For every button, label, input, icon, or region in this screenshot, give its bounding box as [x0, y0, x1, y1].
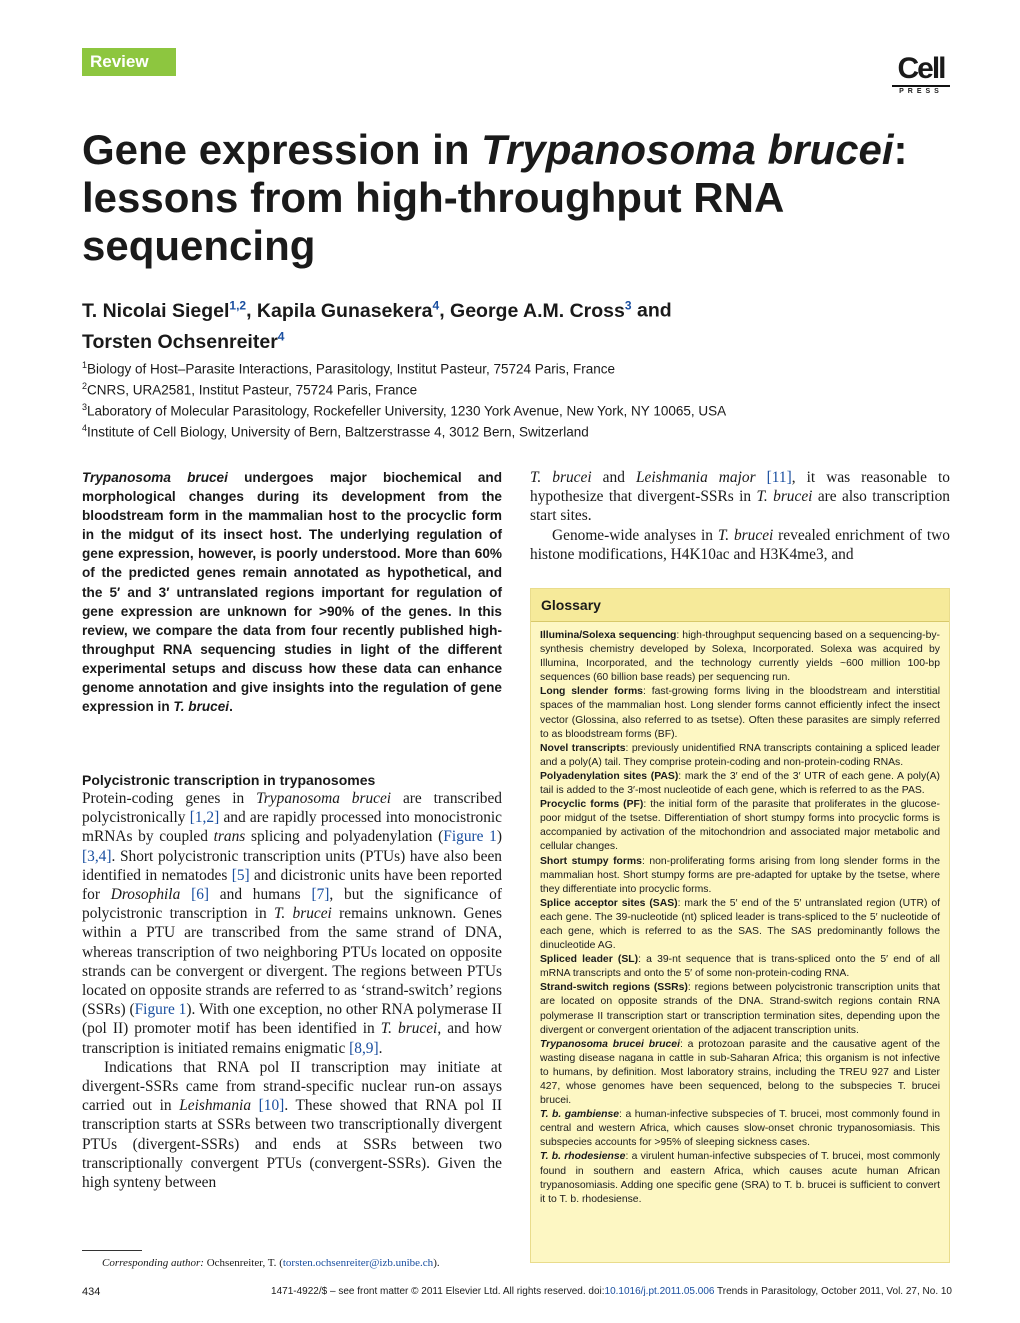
affiliation: $^1$Biology of Host–Parasite Interactions, Parasitology, Institut Pasteur, 75724 Paris, France: [82, 360, 616, 377]
affiliation: $^3$Laboratory of Molecular Parasitology, Rockefeller University, 1230 York Avenue, New York, NY 10065, USA: [82, 402, 727, 419]
glossary-entry: Trypanosoma brucei brucei: a protozoan parasite and the causative agent of the wasting disease nagana in cattle in sub-Saharan Africa; this organism is not infective to humans, by definition. Most laboratory strains, including the TREU 927 and Lister 427, whose genomes have been sequenced, belong to the subspecies T. brucei brucei.: [540, 1038, 940, 1107]
footer-info: 1471-4922/$ – see front matter © 2011 Elsevier Ltd. All rights reserved. doi:10.1016/j.pt.2011.05.006 Trends in Parasitology, October 2011, Vol. 27, No. 10: [271, 1286, 952, 1297]
author[interactable]: Kapila Gunasekera$^4$: [256, 298, 440, 322]
glossary-entry: Illumina/Solexa sequencing: high-throughput sequencing based on a sequencing-by-synthesis chemistry developed by Solexa, Incorporated. Solexa was acquired by Illumina, Incorporated, and the technology currently yields ~600 million 100-bp sequences (60 billion base reads) per sequencing run.: [540, 630, 940, 684]
page-number: 434: [82, 1286, 101, 1298]
glossary-entry: Spliced leader (SL): a 39-nt sequence that is trans-spliced onto the 5′ end of all mRNA transcripts and onto the 5′ of some non-protein-coding RNA.: [540, 954, 940, 980]
affiliation: $^4$Institute of Cell Biology, University of Bern, Baltzerstrasse 4, 3012 Bern, Switzerland: [82, 423, 589, 440]
reference-link[interactable]: [10]: [258, 1097, 285, 1115]
glossary-entry: Polyadenylation sites (PAS): mark the 3′ end of the 3′ UTR of each gene. A poly(A) tail is added to the 3′-most nucleotide of each gene, which is referred to as the PAS.: [540, 770, 940, 797]
affiliation-list: [82, 357, 962, 441]
reference-link[interactable]: [7]: [311, 886, 330, 904]
glossary-entry: Short stumpy forms: non-proliferating forms arising from long slender forms in the mammalian host. Short stumpy forms are pre-adapted for uptake by the tsetse, where they differentiate into procyclic forms.: [540, 855, 940, 895]
footnote-divider: [82, 1250, 142, 1251]
reference-link[interactable]: [1,2]: [189, 809, 220, 827]
section-heading: Polycistronic transcription in trypanosomes: [82, 772, 376, 788]
body-column-left: [82, 789, 502, 1192]
glossary-entry: Strand-switch regions (SSRs): regions between polycistronic transcription units that are located on opposite strands of the DNA. Strand-switch regions contain RNA polymerase II transcription start or transcription termination sites, depending upon the divergent or convergent orientation of the adjacent transcription units.: [540, 982, 940, 1036]
glossary-box: [530, 588, 950, 1263]
glossary-entry: Procyclic forms (PF): the initial form of the parasite that proliferates in the glucose-poor midgut of the tsetse. Differentiation of short stumpy forms into procyclic forms is accompanied by activation of the mitochondrion and associated major metabolic and cellular changes.: [540, 799, 940, 853]
figure-link[interactable]: Figure 1: [134, 1001, 187, 1019]
corresponding-author-note: Corresponding author: Ochsenreiter, T. (torsten.ochsenreiter@izb.unibe.ch).: [102, 1257, 440, 1269]
figure-link[interactable]: Figure 1: [443, 828, 497, 846]
email-link[interactable]: torsten.ochsenreiter@izb.unibe.ch: [282, 1257, 434, 1269]
reference-link[interactable]: [6]: [191, 886, 210, 904]
cell-press-logo: [892, 54, 950, 96]
section-tag: Review: [82, 48, 176, 76]
glossary-entry: T. b. rhodesiense: a virulent human-infective subspecies of T. brucei, most commonly found in southern and eastern Africa, which causes acute human African trypanosomiasis. Adding one specific gene (SRA) to T. b. brucei is sufficient to convert it to T. b. rhodesiense.: [540, 1151, 940, 1205]
body-column-right: [530, 468, 950, 564]
author[interactable]: T. Nicolai Siegel$^{1,2}$: [82, 298, 247, 322]
glossary-entry: Splice acceptor sites (SAS): mark the 5′ end of the 5′ untranslated region (UTR) of each gene. The 39-nucleotide (nt) spliced leader is trans-spliced to the 5′ nucleotide of each gene, which is referred to as the SAS. The SAS predominantly follows the dinucleotide AG.: [540, 897, 940, 952]
glossary-title: Glossary: [531, 589, 949, 622]
logo-sub: PRESS: [892, 85, 950, 96]
glossary-entry: Novel transcripts: previously unidentified RNA transcripts containing a spliced leader and a poly(A) tail. They comprise protein-coding and non-protein-coding RNAs.: [540, 742, 941, 768]
abstract: Trypanosoma brucei undergoes major biochemical and morphological changes during its development from the bloodstream form in the mammalian host to the procyclic form in the midgut of its insect host. The underlying regulation of gene expression, however, is poorly understood. More than 60% of the predicted genes remain annotated as hypothetical, and the 5′ and 3′ untranslated regions important for regulation of gene expression are unknown for >90% of the genes. In this review, we compare the data from four recently published high-throughput RNA sequencing studies in light of the different experimental setups and discuss how these data can enhance genome annotation and give insights into the regulation of gene expression in T. brucei.: [82, 470, 502, 715]
logo-main: Cell: [897, 52, 945, 85]
reference-link[interactable]: [3,4]: [82, 847, 112, 865]
glossary-list: [531, 622, 949, 1207]
author-list: T. Nicolai Siegel$^{1,2}$, Kapila Gunasekera$^4$, George A.M. Cross$^3$ and Torsten Ochsenreiter$^4$: [82, 298, 672, 353]
author[interactable]: George A.M. Cross$^3$: [450, 298, 632, 322]
reference-link[interactable]: [11]: [766, 469, 792, 486]
doi-link[interactable]: 10.1016/j.pt.2011.05.006: [604, 1286, 715, 1297]
reference-link[interactable]: [5]: [231, 866, 250, 884]
glossary-entry: T. b. gambiense: a human-infective subspecies of T. brucei, most commonly found in central and western Africa, which causes slow-onset chronic trypanosomiasis. This subspecies accounts for >95% of sleeping sickness cases.: [540, 1109, 940, 1149]
body-paragraph: Indications that RNA pol II transcription may initiate at divergent-SSRs came from strand-specific nuclear run-on assays carried out in Leishmania [10]. These showed that RNA pol II transcription starts at SSRs between two transcriptionally divergent PTUs (divergent-SSRs) and ends at SSRs between two transcriptionally convergent PTUs (convergent-SSRs). Given the high synteny between: [82, 1058, 502, 1192]
page-footer: [82, 1284, 952, 1300]
article-title: Gene expression in Trypanosoma brucei: lessons from high-throughput RNA sequencing: [82, 126, 908, 269]
author[interactable]: Torsten Ochsenreiter$^4$: [82, 329, 285, 353]
reference-link[interactable]: [8,9]: [349, 1039, 379, 1057]
body-paragraph: T. brucei and Leishmania major [11], it was reasonable to hypothesize that divergent-SSRs in T. brucei are also transcription start sites.: [530, 469, 950, 525]
body-paragraph: Protein-coding genes in Trypanosoma brucei are transcribed polycistronically [1,2] and are rapidly processed into monocistronic mRNAs by coupled trans splicing and polyadenylation (Figure 1) [3,4]. Short polycistronic transcription units (PTUs) have also been identified in nematodes [5] and dicistronic units have been reported for Drosophila [6] and humans [7], but the significance of polycistronic transcription in T. brucei remains unknown. Genes within a PTU are transcribed from the same strand of DNA, whereas transcription of two neighboring PTUs located on opposite strands can be convergent or divergent. The regions between PTUs located on opposite strands are referred to as ‘strand-switch’ regions (SSRs) (Figure 1). With one exception, no other RNA polymerase II (pol II) promoter motif has been identified in T. brucei, and how transcription is initiated remains enigmatic [8,9].: [82, 790, 503, 1057]
glossary-entry: Long slender forms: fast-growing forms living in the bloodstream and interstitial spaces of the mammalian host. Long slender forms cannot efficiently infect the insect vector (Glossina, also referred to as tsetse). Often these parasites are simply referred to as bloodstream forms (BF).: [540, 686, 940, 740]
affiliation: $^2$CNRS, URA2581, Institut Pasteur, 75724 Paris, France: [82, 381, 418, 398]
body-paragraph: Genome-wide analyses in T. brucei revealed enrichment of two histone modifications, H4K10ac and H3K4me3, and: [530, 526, 950, 563]
